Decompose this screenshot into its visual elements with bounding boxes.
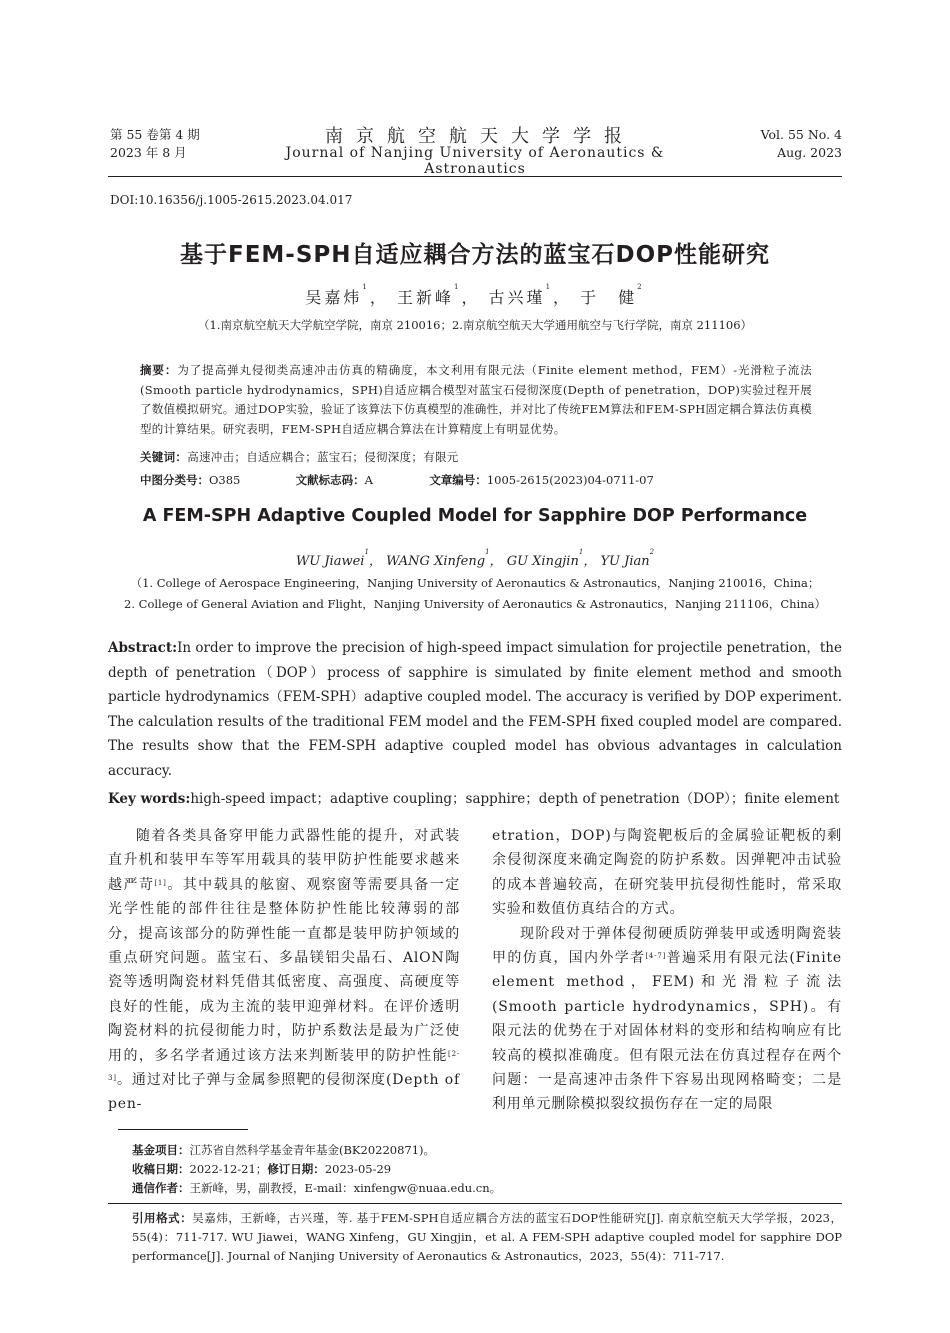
author-en: WU Jiawei$^1$，: [295, 548, 382, 569]
journal-title-cn: 南京航空航天大学学报: [325, 126, 635, 147]
author-cn: 于 健$^2$: [580, 283, 645, 307]
document-code: 文献标志码：A: [295, 473, 373, 487]
body-right-column: [492, 824, 842, 1117]
affiliation-en-2: 2. College of General Aviation and Flight，Nanjing University of Aeronautics & Astronautics，Nanjing 211106，China）: [124, 597, 826, 611]
issue-info-en: [761, 126, 842, 162]
corresponding-author-note: 通信作者：王新峰，男，副教授，E-mail：xinfengw@nuaa.edu.cn。: [132, 1181, 502, 1195]
author-en: YU Jian$^2$: [600, 548, 655, 569]
keywords-label-en: Key words:: [108, 791, 191, 807]
citation-ref[interactable]: [4-7]: [645, 952, 667, 961]
author-cn: 古兴瑾$^1$，: [488, 283, 573, 307]
citation-text: 吴嘉炜，王新峰，古兴瑾，等. 基于FEM-SPH自适应耦合方法的蓝宝石DOP性能研究[J]. 南京航空航天大学学报，2023，55(4)：711-717. WU Jiawei，WANG Xinfeng，GU Xingjin，et al. A FEM-SPH adaptive coupled model for sapphire DOP performance[J]. Journal of Nanjing University of Aeronautics & Astronautics，2023，55(4)：711-717.: [132, 1211, 842, 1263]
author-en: GU Xingjin$^1$，: [506, 548, 597, 569]
journal-title-en: Journal of Nanjing University of Aeronautics & Astronautics: [285, 145, 665, 177]
issue-date-en: Aug. 2023: [777, 145, 842, 160]
issue-date-cn: 2023 年 8 月: [110, 145, 187, 160]
issue-number-cn: 第 55 卷第 4 期: [110, 127, 200, 142]
keywords-text-en: high-speed impact；adaptive coupling；sapphire；depth of penetration（DOP）；finite element: [190, 791, 840, 807]
footnote-rule: [118, 1129, 248, 1130]
abstract-cn: [140, 361, 812, 439]
abstract-en: [108, 636, 842, 784]
dates-note: 收稿日期：2022-12-21；修订日期：2023-05-29: [132, 1162, 392, 1176]
keywords-cn: [140, 448, 812, 468]
keywords-text-cn: 高速冲击；自适应耦合；蓝宝石；侵彻深度；有限元: [187, 450, 459, 464]
keywords-en: [108, 787, 842, 807]
issue-info-cn: [110, 126, 200, 162]
author-cn: 王新峰$^1$，: [396, 283, 481, 307]
keywords-label-cn: 关键词：: [140, 450, 188, 464]
authors-cn: [100, 285, 850, 308]
citation-rule: [108, 1203, 842, 1204]
citation-label: 引用格式：: [132, 1211, 193, 1225]
abstract-label-cn: 摘要：: [140, 363, 178, 377]
header-rule: [108, 176, 842, 177]
affiliation-en-1: （1. College of Aerospace Engineering，Nanjing University of Aeronautics & Astronautics，Nanjing 210016，China；: [130, 576, 820, 590]
paper-title-cn: 基于FEM-SPH自适应耦合方法的蓝宝石DOP性能研究: [179, 242, 771, 268]
affiliations-en: [60, 573, 890, 615]
abstract-label-en: Abstract:: [108, 640, 178, 656]
paper-title-en: A FEM-SPH Adaptive Coupled Model for Sapphire DOP Performance: [142, 506, 808, 526]
citation-ref[interactable]: [2-3]: [108, 1049, 460, 1083]
volume-en: Vol. 55 No. 4: [760, 127, 842, 142]
abstract-text-cn: 为了提高弹丸侵彻类高速冲击仿真的精确度，本文利用有限元法（Finite element method，FEM）-光滑粒子流法(Smooth particle hydrodynamics，SPH)自适应耦合模型对蓝宝石侵彻深度(Depth of penetration，DOP)实验过程开展了数值模拟研究。通过DOP实验，验证了该算法下仿真模型的准确性，并对比了传统FEM算法和FEM-SPH固定耦合算法仿真模型的计算结果。研究表明，FEM-SPH自适应耦合算法在计算精度上有明显优势。: [140, 363, 812, 436]
abstract-text-en: In order to improve the precision of high-speed impact simulation for projectile penetration，the depth of penetration（DOP）process of sapphire is simulated by finite element method and smooth particle hydrodynamics（FEM-SPH）adaptive coupled model. The accuracy is verified by DOP experiment. The calculation results of the traditional FEM model and the FEM-SPH fixed coupled model are compared. The results show that the FEM-SPH adaptive coupled model has obvious advantages in calculation accuracy.: [108, 640, 842, 779]
doi: DOI:10.16356/j.1005-2615.2023.04.017: [110, 193, 353, 207]
authors-en: [100, 550, 850, 569]
citation-ref[interactable]: [1]: [154, 878, 167, 887]
body-paragraph: etration，DOP)与陶瓷靶板后的金属验证靶板的剩余侵彻深度来确定陶瓷的防护系数。因弹靶冲击试验的成本普遍较高，在研究装甲抗侵彻性能时，常采取实验和数值仿真结合的方式。: [492, 828, 842, 918]
body-paragraph: 现阶段对于弹体侵彻硬质防弹装甲或透明陶瓷装甲的仿真，国内外学者[4-7]普遍采用有限元法(Finite element method，FEM)和光滑粒子流法(Smooth particle hydrodynamics，SPH)。有限元法的优势在于对固体材料的变形和结构响应有比较高的模拟准确度。但有限元法在仿真过程存在两个问题：一是高速冲击条件下容易出现网格畸变；二是利用单元删除模拟裂纹损伤存在一定的局限: [492, 925, 843, 1113]
classification-row: [140, 472, 812, 488]
body-left-column: [108, 824, 460, 1117]
citation-format: [132, 1209, 842, 1266]
article-number: 文章编号：1005-2615(2023)04-0711-07: [429, 473, 654, 487]
author-cn: 吴嘉炜$^1$，: [305, 283, 389, 307]
body-paragraph: 随着各类具备穿甲能力武器性能的提升，对武装直升机和装甲车等军用载具的装甲防护性能要求越来越严苛[1]。其中载具的舷窗、观察窗等需要具备一定光学性能的部件往往是整体防护性能比较薄弱的部分，提高该部分的防弹性能一直都是装甲防护领域的重点研究问题。蓝宝石、多晶镁铝尖晶石、AlON陶瓷等透明陶瓷材料凭借其低密度、高强度、高硬度等良好的性能，成为主流的装甲迎弹材料。在评价透明陶瓷材料的抗侵彻能力时，防护系数法是最为广泛使用的，多名学者通过该方法来判断装甲的防护性能[2-3]。通过对比子弹与金属参照靶的侵彻深度(Depth of pen-: [108, 828, 460, 1113]
clc-code: 中图分类号：O385: [140, 473, 241, 487]
affiliations-cn: （1.南京航空航天大学航空学院，南京 210016；2.南京航空航天大学通用航空与飞行学院，南京 211106）: [197, 318, 753, 332]
author-en: WANG Xinfeng$^1$，: [386, 548, 503, 569]
fund-note: 基金项目：江苏省自然科学基金青年基金(BK20220871)。: [132, 1143, 436, 1157]
footnotes: [132, 1141, 832, 1198]
